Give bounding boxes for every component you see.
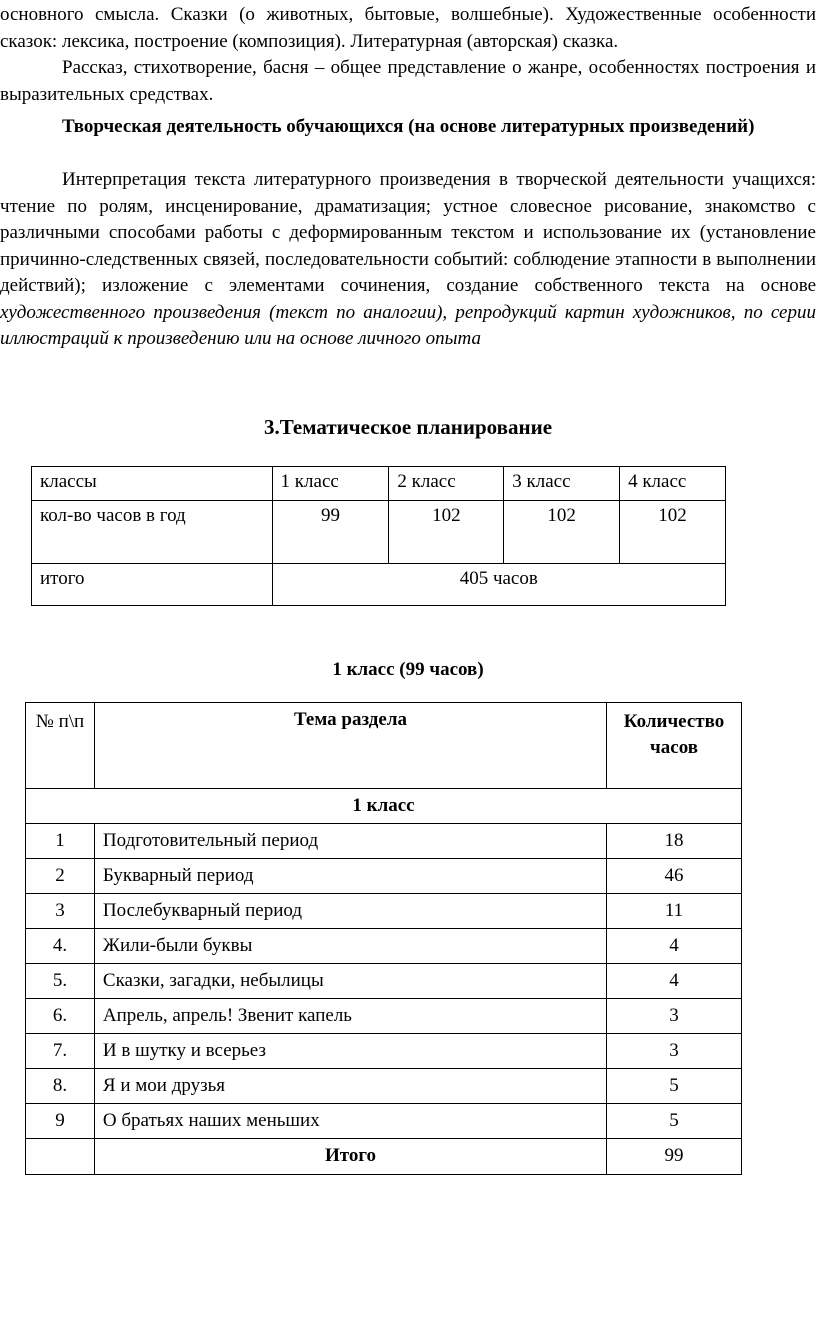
- table-row: [26, 999, 742, 1034]
- row-topic: Апрель, апрель! Звенит капель: [94, 999, 606, 1034]
- summary-hours-class1: 99: [272, 501, 389, 564]
- paragraph-interpretation-italic: художественного произведения (текст по аналогии), репродукций картин художников, по серии иллюстраций к произведению или на основе личного опыта: [0, 301, 816, 349]
- summary-header-class3: 3 класс: [504, 467, 620, 501]
- table-row: [26, 1069, 742, 1104]
- row-num: 8.: [26, 1069, 95, 1104]
- class1-total-value: 99: [607, 1139, 742, 1175]
- class1-table: [25, 702, 742, 1175]
- row-hours: 46: [607, 859, 742, 894]
- row-num: 4.: [26, 929, 95, 964]
- row-num: 1: [26, 824, 95, 859]
- table-row: [26, 824, 742, 859]
- summary-total-row: [32, 564, 726, 606]
- summary-header-row: [32, 467, 726, 501]
- summary-total-value: 405 часов: [272, 564, 725, 606]
- row-num: 5.: [26, 964, 95, 999]
- row-topic: Букварный период: [94, 859, 606, 894]
- row-num: 3: [26, 894, 95, 929]
- section-title: 3.Тематическое планирование: [263, 415, 553, 439]
- row-num: 9: [26, 1104, 95, 1139]
- class1-total-row: [26, 1139, 742, 1175]
- class1-header-row: [26, 703, 742, 789]
- row-hours: 5: [607, 1104, 742, 1139]
- paragraph-genres: Рассказ, стихотворение, басня – общее представление о жанре, особенностях построения и выразительных средствах.: [0, 57, 816, 105]
- row-topic: И в шутку и всерьез: [94, 1034, 606, 1069]
- row-topic: Сказки, загадки, небылицы: [94, 964, 606, 999]
- class1-header-topic: Тема раздела: [94, 703, 606, 789]
- row-topic: Подготовительный период: [94, 824, 606, 859]
- row-hours: 4: [607, 964, 742, 999]
- summary-hours-class2: 102: [389, 501, 504, 564]
- summary-total-label: итого: [32, 564, 273, 606]
- class1-title: 1 класс (99 часов): [332, 659, 484, 680]
- class1-group-label: 1 класс: [26, 789, 742, 824]
- table-row: [26, 929, 742, 964]
- row-topic: Жили-были буквы: [94, 929, 606, 964]
- summary-hours-class4: 102: [620, 501, 726, 564]
- class1-header-num: № п\п: [26, 703, 95, 789]
- class1-header-hours: Количество часов: [607, 703, 742, 789]
- summary-header-classes: классы: [32, 467, 273, 501]
- row-hours: 4: [607, 929, 742, 964]
- row-num: 2: [26, 859, 95, 894]
- row-num: 7.: [26, 1034, 95, 1069]
- row-num: 6.: [26, 999, 95, 1034]
- summary-table: [31, 466, 726, 606]
- paragraph-interpretation-text: Интерпретация текста литературного произведения в творческой деятельности учащихся: чтение по ролям, инсценирование, драматизация; устное словесное рисование, знакомство с различными способами работы с деформированным текстом и использование их (установление причинно-следственных связей, последовательности событий: соблюдение этапности в выполнении действий); изложение с элементами сочинения, создание собственного текста на основе: [0, 169, 816, 296]
- summary-header-class2: 2 класс: [389, 467, 504, 501]
- table-row: [26, 859, 742, 894]
- summary-hours-label: кол-во часов в год: [32, 501, 273, 564]
- table-row: [26, 1034, 742, 1069]
- row-hours: 3: [607, 1034, 742, 1069]
- row-hours: 5: [607, 1069, 742, 1104]
- class1-total-label: Итого: [94, 1139, 606, 1175]
- row-topic: О братьях наших меньших: [94, 1104, 606, 1139]
- paragraph-fairy-tales: основного смысла. Сказки (о животных, бытовые, волшебные). Художественные особенности сказок: лексика, построение (композиция). Литературная (авторская) сказка.: [0, 4, 816, 52]
- table-row: [26, 964, 742, 999]
- row-hours: 3: [607, 999, 742, 1034]
- summary-hours-row: [32, 501, 726, 564]
- summary-header-class1: 1 класс: [272, 467, 389, 501]
- paragraph-interpretation: [0, 167, 816, 353]
- table-row: [26, 894, 742, 929]
- summary-header-class4: 4 класс: [620, 467, 726, 501]
- summary-hours-class3: 102: [504, 501, 620, 564]
- row-hours: 18: [607, 824, 742, 859]
- table-row: [26, 1104, 742, 1139]
- row-hours: 11: [607, 894, 742, 929]
- total-empty-cell: [26, 1139, 95, 1175]
- row-topic: Послебукварный период: [94, 894, 606, 929]
- row-topic: Я и мои друзья: [94, 1069, 606, 1104]
- paragraph-creative-heading: Творческая деятельность обучающихся (на основе литературных произведений): [62, 116, 755, 137]
- class1-group-row: [26, 789, 742, 824]
